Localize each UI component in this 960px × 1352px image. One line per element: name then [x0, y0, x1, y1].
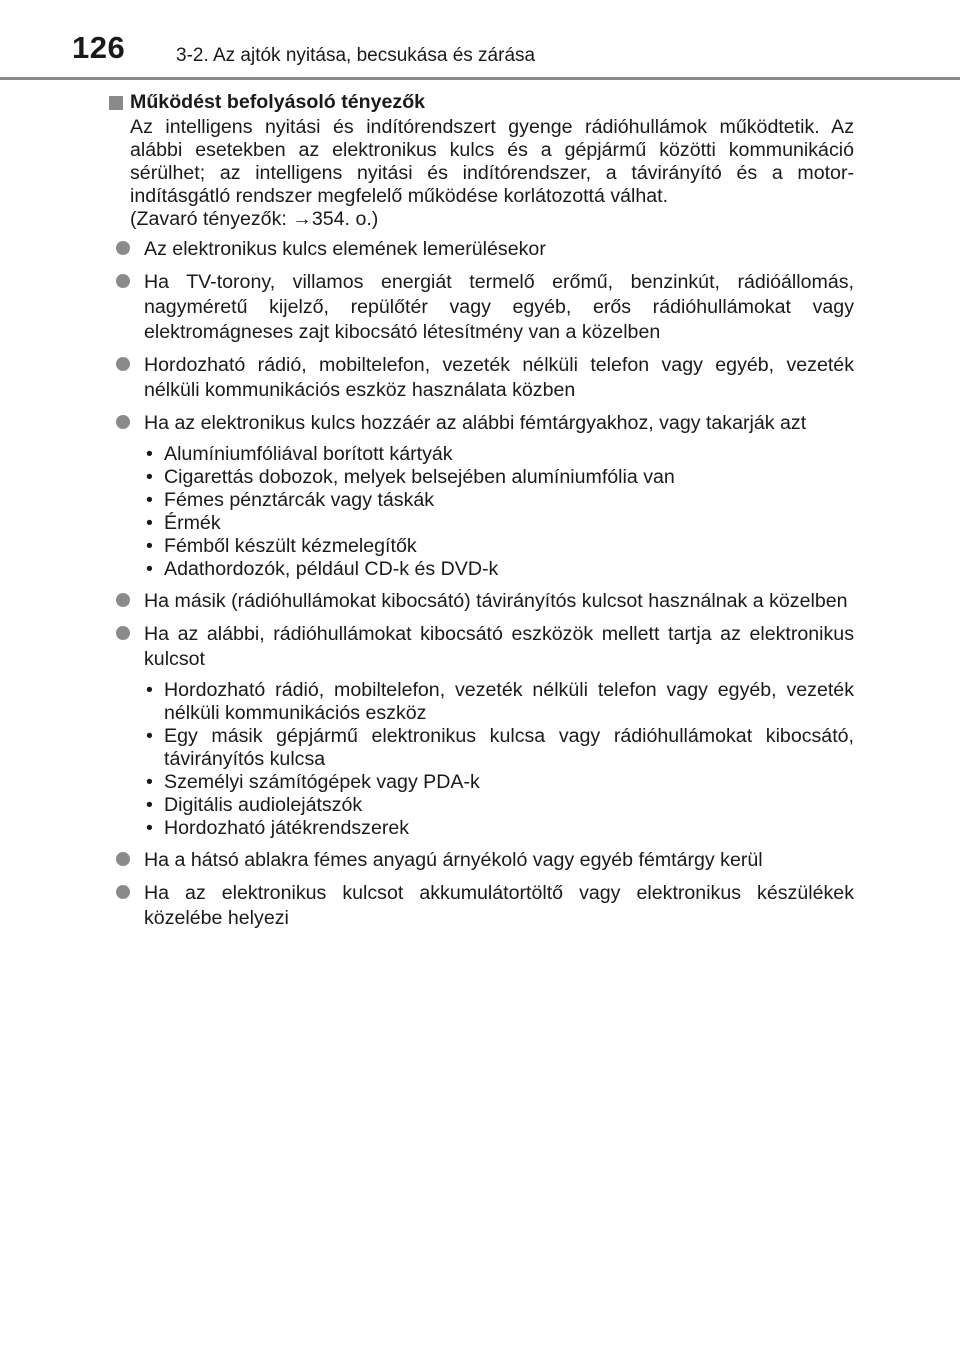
sub-list-item-text: Cigarettás dobozok, melyek belsejében alumíniumfólia van	[164, 466, 675, 488]
square-icon	[109, 96, 123, 110]
list-item	[108, 411, 854, 581]
list-item	[108, 353, 854, 403]
bullet-icon: •	[146, 771, 153, 793]
intro-paragraph	[108, 116, 854, 231]
sub-list-item-text: Érmék	[164, 512, 221, 534]
item-list	[108, 237, 854, 931]
circle-icon	[116, 626, 130, 640]
circle-icon	[116, 885, 130, 899]
circle-icon	[116, 852, 130, 866]
sub-list-item	[144, 466, 854, 489]
sub-list-item-text: Digitális audiolejátszók	[164, 794, 363, 816]
list-item	[108, 881, 854, 931]
sub-list-item	[144, 679, 854, 725]
list-item	[108, 589, 854, 614]
bullet-icon: •	[146, 679, 153, 701]
sub-list-item	[144, 489, 854, 512]
page-content	[108, 90, 854, 939]
bullet-icon: •	[146, 512, 153, 534]
circle-icon	[116, 357, 130, 371]
page-header	[0, 0, 960, 80]
section-heading-text: Működést befolyásoló tényezők	[130, 91, 426, 113]
sub-list-item-text: Fémes pénztárcák vagy táskák	[164, 489, 435, 511]
sub-list-item	[144, 794, 854, 817]
arrow-icon: →	[292, 208, 312, 230]
bullet-icon: •	[146, 725, 153, 747]
sub-list-item-text: Alumíniumfóliával borított kártyák	[164, 443, 453, 465]
sub-list-item	[144, 443, 854, 466]
list-item-text: Ha az elektronikus kulcsot akkumulátortöltő vagy elektronikus készülékek közelébe helyezi	[144, 882, 854, 929]
sub-list-item-text: Személyi számítógépek vagy PDA-k	[164, 771, 480, 793]
list-item	[108, 237, 854, 262]
sub-list-item	[144, 535, 854, 558]
reference-note	[130, 208, 854, 231]
sub-list-item-text: Hordozható játékrendszerek	[164, 817, 410, 839]
intro-text: Az intelligens nyitási és indítórendszert gyenge rádióhullámok működtetik. Az alábbi esetekben az elektronikus kulcs és a gépjármű közötti kommunikáció sérülhet; az intelligens nyitási és indítórendszer, a távirányító és a motor-indításgátló rendszer megfelelő működése korlátozottá válhat.	[130, 116, 854, 207]
chapter-title: 3-2. Az ajtók nyitása, becsukása és zárása	[176, 45, 536, 66]
sub-list-item-text: Fémből készült kézmelegítők	[164, 535, 417, 557]
circle-icon	[116, 274, 130, 288]
circle-icon	[116, 593, 130, 607]
bullet-icon: •	[146, 558, 153, 580]
sub-list	[144, 679, 854, 840]
sub-list-item	[144, 771, 854, 794]
list-item-text: Ha az alábbi, rádióhullámokat kibocsátó eszközök mellett tartja az elektronikus kulcsot	[144, 623, 854, 670]
list-item-text: Ha a hátsó ablakra fémes anyagú árnyékoló vagy egyéb fémtárgy kerül	[144, 849, 763, 871]
list-item	[108, 270, 854, 345]
header-divider	[0, 77, 960, 80]
bullet-icon: •	[146, 466, 153, 488]
sub-list-item	[144, 725, 854, 771]
list-item	[108, 848, 854, 873]
bullet-icon: •	[146, 794, 153, 816]
list-item-text: Az elektronikus kulcs elemének lemerülésekor	[144, 238, 546, 260]
bullet-icon: •	[146, 443, 153, 465]
sub-list-item-text: Egy másik gépjármű elektronikus kulcsa vagy rádióhullámokat kibocsátó, távirányítós kulcsa	[164, 725, 854, 770]
sub-list-item-text: Adathordozók, például CD-k és DVD-k	[164, 558, 499, 580]
sub-list-item	[144, 558, 854, 581]
page-number: 126	[72, 30, 126, 65]
section-heading	[108, 90, 854, 115]
bullet-icon: •	[146, 489, 153, 511]
reference-prefix: (Zavaró tényezők:	[130, 208, 293, 230]
sub-list	[144, 443, 854, 581]
list-item-text: Hordozható rádió, mobiltelefon, vezeték nélküli telefon vagy egyéb, vezeték nélküli kommunikációs eszköz használata közben	[144, 354, 854, 401]
list-item	[108, 622, 854, 840]
list-item-text: Ha az elektronikus kulcs hozzáér az alábbi fémtárgyakhoz, vagy takarják azt	[144, 412, 807, 434]
sub-list-item-text: Hordozható rádió, mobiltelefon, vezeték nélküli telefon vagy egyéb, vezeték nélküli kommunikációs eszköz	[164, 679, 854, 724]
bullet-icon: •	[146, 817, 153, 839]
sub-list-item	[144, 817, 854, 840]
sub-list-item	[144, 512, 854, 535]
list-item-text: Ha TV-torony, villamos energiát termelő erőmű, benzinkút, rádióállomás, nagyméretű kijelző, repülőtér vagy egyéb, erős rádióhullámokat vagy elektromágneses zajt kibocsátó létesítmény van a közelben	[144, 271, 854, 343]
reference-link: 354. o.)	[311, 208, 379, 230]
circle-icon	[116, 415, 130, 429]
bullet-icon: •	[146, 535, 153, 557]
circle-icon	[116, 241, 130, 255]
list-item-text: Ha másik (rádióhullámokat kibocsátó) távirányítós kulcsot használnak a közelben	[144, 590, 848, 612]
